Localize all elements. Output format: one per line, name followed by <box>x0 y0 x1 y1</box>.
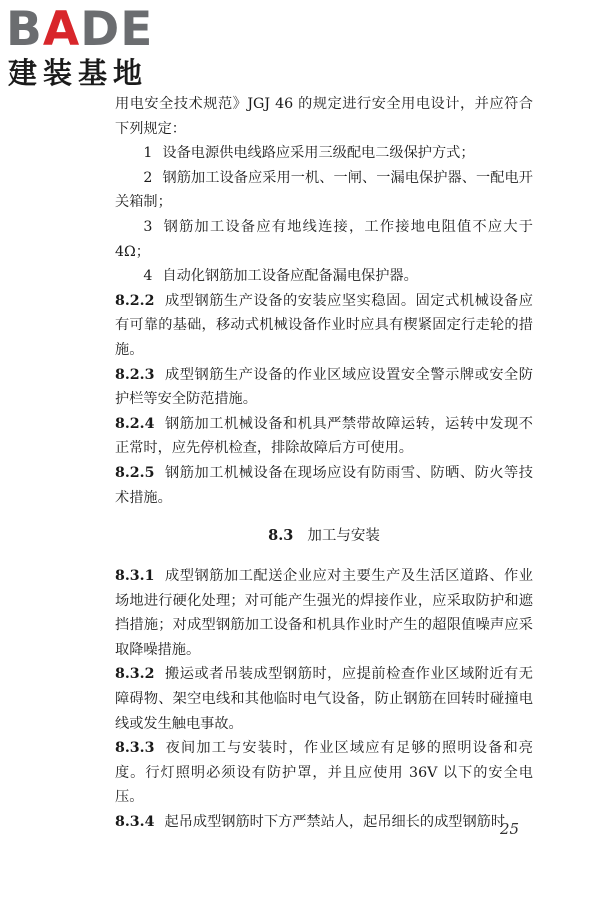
clause-text: 成型钢筋生产设备的安装应坚实稳固。固定式机械设备应有可靠的基础，移动式机械设备作业时应具有楔紧固定行走轮的措施。 <box>115 292 533 358</box>
clause-text: 搬运或者吊装成型钢筋时，应提前检查作业区域附近有无障碍物、架空电线和其他临时电气设备，防止钢筋在回转时碰撞电线或发生触电事故。 <box>115 666 533 732</box>
clause-number: 8.2.3 <box>115 366 155 383</box>
item-number: 4 <box>143 268 153 285</box>
clause-number: 8.3.3 <box>115 740 155 757</box>
item-number: 2 <box>143 169 153 186</box>
clause-paragraph <box>115 662 533 736</box>
logo-letters-before: B <box>6 2 43 57</box>
logo-letters-after: DE <box>80 2 154 57</box>
page-content <box>115 92 533 835</box>
clause-paragraph <box>115 736 533 810</box>
clause-text: 钢筋加工机械设备在现场应设有防雨雪、防晒、防火等技术措施。 <box>115 464 533 506</box>
clause-paragraph <box>115 564 533 662</box>
logo-wordmark <box>6 4 181 56</box>
publisher-logo <box>6 4 181 94</box>
clause-number: 8.3.1 <box>115 568 155 585</box>
item-text: 自动化钢筋加工设备应配备漏电保护器。 <box>162 268 418 285</box>
clause-number: 8.3.4 <box>115 814 155 831</box>
clause-number: 8.2.5 <box>115 464 155 481</box>
clause-number: 8.3.2 <box>115 666 155 683</box>
item-text: 钢筋加工设备应采用一机、一闸、一漏电保护器、一配电开关箱制； <box>115 169 533 211</box>
list-item <box>115 141 533 166</box>
clause-text: 起吊成型钢筋时下方严禁站人，起吊细长的成型钢筋时 <box>164 814 506 831</box>
item-number: 1 <box>143 145 153 162</box>
item-text: 设备电源供电线路应采用三级配电二级保护方式； <box>162 145 475 162</box>
clause-paragraph <box>115 461 533 510</box>
section-title: 加工与安装 <box>307 528 380 545</box>
clause-paragraph <box>115 289 533 363</box>
intro-paragraph: 用电安全技术规范》JGJ 46 的规定进行安全用电设计，并应符合下列规定： <box>115 96 533 137</box>
clause-number: 8.2.2 <box>115 292 155 309</box>
clause-paragraph <box>115 810 533 835</box>
logo-subtitle: 建装基地 <box>8 56 149 90</box>
clause-text: 钢筋加工机械设备和机具严禁带故障运转，运转中发现不正常时，应先停机检查，排除故障后方可使用。 <box>115 415 533 457</box>
clause-number: 8.2.4 <box>115 415 155 432</box>
clause-paragraph <box>115 363 533 412</box>
list-item <box>115 215 533 264</box>
section-heading <box>115 524 533 548</box>
logo-accent-letter: A <box>42 2 81 57</box>
list-item <box>115 264 533 289</box>
clause-paragraph <box>115 412 533 461</box>
list-item <box>115 166 533 215</box>
item-text: 钢筋加工设备应有地线连接，工作接地电阻值不应大于4Ω； <box>115 218 533 260</box>
clause-text: 成型钢筋加工配送企业应对主要生产及生活区道路、作业场地进行硬化处理；对可能产生强光的焊接作业，应采取防护和遮挡措施；对成型钢筋加工设备和机具作业时产生的超限值噪声应采取降噪措施。 <box>115 568 533 658</box>
clause-text: 夜间加工与安装时，作业区域应有足够的照明设备和亮度。行灯照明必须设有防护罩，并且应使用 36V 以下的安全电压。 <box>115 740 533 806</box>
item-number: 3 <box>143 218 153 235</box>
clause-text: 成型钢筋生产设备的作业区域应设置安全警示牌或安全防护栏等安全防范措施。 <box>115 366 533 408</box>
section-number: 8.3 <box>268 527 294 545</box>
page-number: 25 <box>500 820 520 838</box>
